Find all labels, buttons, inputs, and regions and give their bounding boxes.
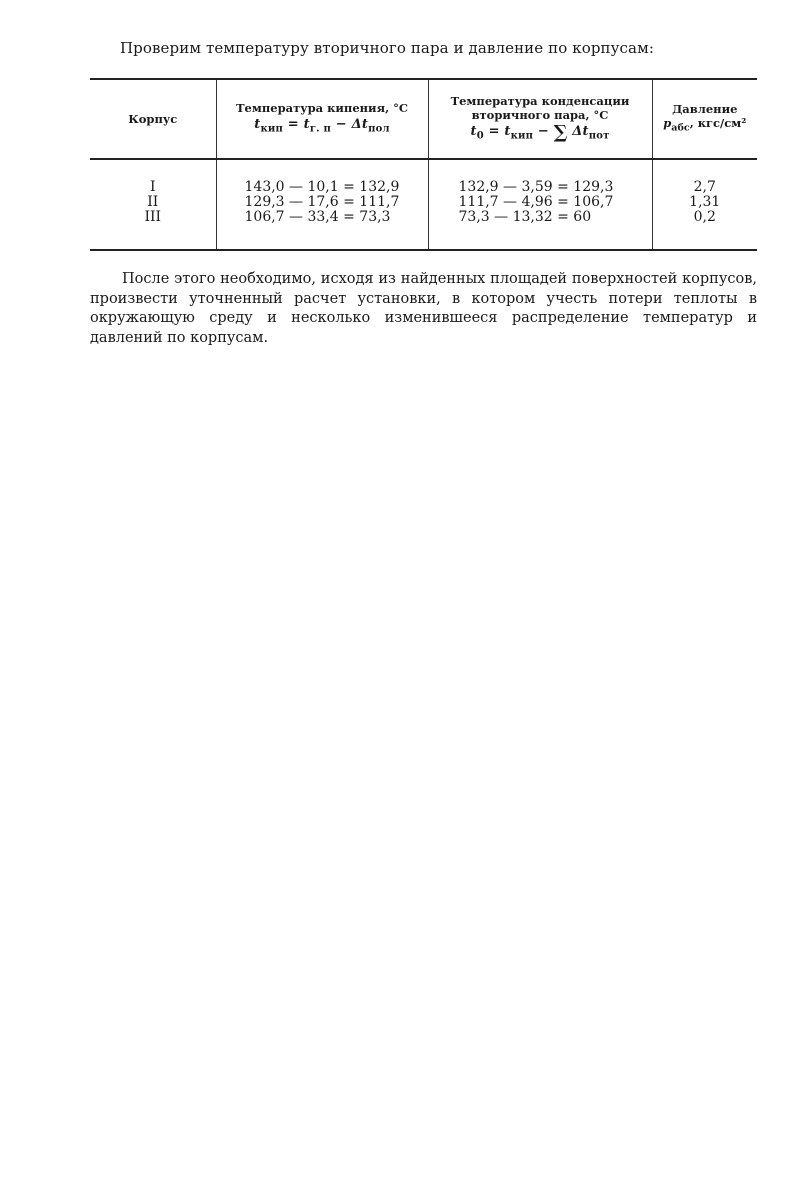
sum-icon: ∑ (553, 122, 568, 144)
cell-korpus: I (149, 179, 156, 195)
cell-boiling: 129,3 — 17,6 = 111,7 (216, 195, 428, 210)
body-paragraph: После этого необходимо, исходя из найденных площадей поверхностей корпусов, произвести уточненный расчет установки, в котором учесть потери теплоты в окружающую среду и несколько изменившееся распределение температур и давлений по корпусам. (90, 271, 757, 346)
header-condensation-temperature: Температура конденсации вторичного пара, °С $t_0 = t_{кип}$ − ∑ $\Delta t_{пот}$ (428, 79, 652, 159)
cell-pressure: 1,31 (652, 195, 757, 210)
table-header-row (90, 79, 757, 159)
table-row (90, 159, 757, 195)
header-korpus: Корпус (90, 79, 216, 159)
cell-pressure: 2,7 (652, 159, 757, 195)
cell-condensation: 111,7 — 4,96 = 106,7 (428, 195, 652, 210)
cell-boiling: 106,7 — 33,4 = 73,3 (216, 210, 428, 250)
temperature-pressure-table (90, 78, 757, 251)
cell-korpus: III (90, 210, 216, 250)
condensation-formula: $t_0 = t_{кип}$ − ∑ $\Delta t_{пот}$ (470, 122, 610, 144)
header-pressure: Давление $p_{абс}$, кгс/см² (652, 79, 757, 159)
intro-text: Проверим температуру вторичного пара и давление по корпусам: (120, 39, 655, 57)
table-row (90, 195, 757, 210)
cell-pressure: 0,2 (652, 210, 757, 250)
header-boiling-temperature: Температура кипения, °С $t_{кип} = t_{г. п} - \Delta t_{пол}$ (216, 79, 428, 159)
boiling-formula: $t_{кип} = t_{г. п} - \Delta t_{пол}$ (254, 117, 390, 135)
cell-boiling: 143,0 — 10,1 = 132,9 (216, 159, 428, 195)
cell-condensation: 73,3 — 13,32 = 60 (428, 210, 652, 250)
table-row (90, 210, 757, 250)
cell-korpus: II (147, 194, 159, 210)
cell-condensation: 132,9 — 3,59 = 129,3 (428, 159, 652, 195)
